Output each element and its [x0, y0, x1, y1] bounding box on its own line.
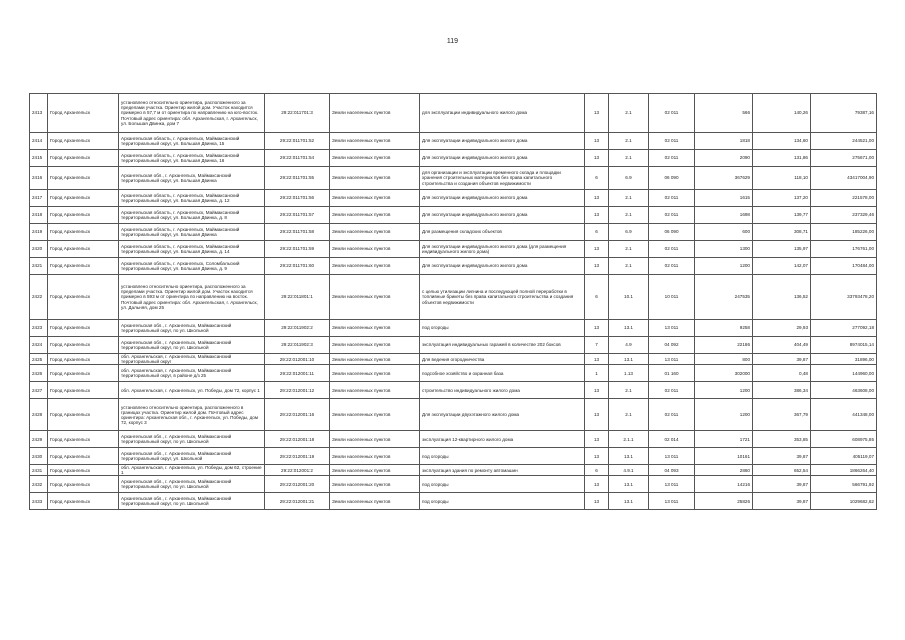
- cell-land-category: Земли населенных пунктов: [330, 190, 420, 207]
- cell-cadastral-value: 176761,00: [811, 241, 877, 258]
- cell-specific-value: 39,87: [753, 448, 811, 465]
- cell-cadastral-value: 244521,00: [811, 133, 877, 150]
- cell-area: 10161: [695, 448, 753, 465]
- cell-municipality: Город Архангельск: [48, 382, 119, 399]
- table-row: [30, 382, 877, 399]
- cell-address: обл. Архангельская, г. Архангельск, ул. Победы, дом 72, корпус 1: [119, 382, 265, 399]
- cell-cadastral-value: 1866264,40: [811, 465, 877, 476]
- cell-use-code: 10.1: [609, 275, 649, 320]
- cell-land-category: Земли населенных пунктов: [330, 133, 420, 150]
- cell-cadastral-number: 29:22:012001:11: [265, 365, 330, 382]
- cell-group-code: 13: [585, 133, 609, 150]
- cell-row-number: 2414: [30, 133, 48, 150]
- cell-row-number: 2418: [30, 207, 48, 224]
- cell-permitted-use: для организации и эксплуатации временного склада и площадки хранения строительных материалов без права капитального строительства и создания объектов недвижимости: [420, 167, 585, 190]
- cell-use-code: 2.1: [609, 382, 649, 399]
- cell-land-category: Земли населенных пунктов: [330, 94, 420, 133]
- cell-address: установлено относительно ориентира, расположенного за пределами участка. Ориентир жилой дом. Участок находится примерно в 593 м от ориентира по направлению на восток. Почтовый адрес ориентира: обл. Архангельская, г. Архангельск, ул. Дальняя, дом 25: [119, 275, 265, 320]
- cell-municipality: Город Архангельск: [48, 150, 119, 167]
- table-row: [30, 258, 877, 275]
- cell-land-category: Земли населенных пунктов: [330, 150, 420, 167]
- table-row: [30, 94, 877, 133]
- cell-use-code: 13.1: [609, 493, 649, 510]
- cell-group-code: 7: [585, 337, 609, 354]
- cell-cadastral-number: 29:22:012001:21: [265, 493, 330, 510]
- cell-vri-code: 01 160: [649, 365, 695, 382]
- cell-group-code: 13: [585, 399, 609, 431]
- cell-address: Архангельская область, г. Архангельск, Маймаксанский территориальный округ, ул. Большая Двинка: [119, 224, 265, 241]
- cell-land-category: Земли населенных пунктов: [330, 167, 420, 190]
- cell-group-code: 13: [585, 94, 609, 133]
- cell-row-number: 2426: [30, 365, 48, 382]
- cell-cadastral-value: 43417004,90: [811, 167, 877, 190]
- cell-address: Архангельская обл., г. Архангельск, Маймаксанский территориальный округ, ул. Школьной: [119, 448, 265, 465]
- cell-row-number: 2425: [30, 354, 48, 365]
- cell-specific-value: 353,85: [753, 431, 811, 448]
- cell-area: 367629: [695, 167, 753, 190]
- page-number: 119: [446, 38, 459, 45]
- cell-cadastral-number: 29:22:011701:55: [265, 167, 330, 190]
- cell-area: 1721: [695, 431, 753, 448]
- cell-land-category: Земли населенных пунктов: [330, 365, 420, 382]
- cell-vri-code: 02 011: [649, 94, 695, 133]
- cell-group-code: 6: [585, 224, 609, 241]
- cell-area: 1818: [695, 133, 753, 150]
- cell-address: Архангельская обл., г. Архангельск, Маймаксанский территориальный округ, по ул. Школьной: [119, 476, 265, 493]
- cell-permitted-use: под огороды: [420, 476, 585, 493]
- cell-cadastral-number: 29:22:011701:56: [265, 190, 330, 207]
- cell-permitted-use: под огороды: [420, 320, 585, 337]
- cell-row-number: 2422: [30, 275, 48, 320]
- cell-municipality: Город Архангельск: [48, 224, 119, 241]
- cell-use-code: 2.1: [609, 399, 649, 431]
- cell-group-code: 13: [585, 241, 609, 258]
- cell-vri-code: 10 011: [649, 275, 695, 320]
- cell-land-category: Земли населенных пунктов: [330, 354, 420, 365]
- cell-cadastral-number: 29:22:011902:2: [265, 320, 330, 337]
- cell-row-number: 2430: [30, 448, 48, 465]
- cell-group-code: 6: [585, 275, 609, 320]
- cell-specific-value: 139,77: [753, 207, 811, 224]
- cell-specific-value: 404,49: [753, 337, 811, 354]
- table-row: [30, 493, 877, 510]
- cell-municipality: Город Архангельск: [48, 241, 119, 258]
- cell-permitted-use: под огороды: [420, 448, 585, 465]
- cell-cadastral-value: 237329,46: [811, 207, 877, 224]
- cell-group-code: 13: [585, 431, 609, 448]
- table-row: [30, 190, 877, 207]
- cell-area: 1200: [695, 399, 753, 431]
- cell-specific-value: 142,07: [753, 258, 811, 275]
- cell-cadastral-value: 463608,00: [811, 382, 877, 399]
- cell-cadastral-number: 29:22:012001:2: [265, 465, 330, 476]
- cell-municipality: Город Архангельск: [48, 207, 119, 224]
- cell-address: Архангельская область, г. Архангельск, Маймаксанский территориальный округ, ул. Большая Двинка, 15: [119, 133, 265, 150]
- cell-address: Архангельская область, г. Архангельск, Маймаксанский территориальный округ, ул. Большая Двинка, д. 14: [119, 241, 265, 258]
- cell-cadastral-value: 275671,00: [811, 150, 877, 167]
- cell-land-category: Земли населенных пунктов: [330, 493, 420, 510]
- cell-use-code: 4.9: [609, 337, 649, 354]
- table-row: [30, 337, 877, 354]
- cell-use-code: 2.1: [609, 190, 649, 207]
- cell-group-code: 13: [585, 150, 609, 167]
- cell-area: 2860: [695, 465, 753, 476]
- cell-cadastral-number: 29:22:012001:16: [265, 399, 330, 431]
- cell-permitted-use: Для эксплуатации индивидуального жилого дома: [420, 258, 585, 275]
- cell-address: Архангельская обл., г. Архангельск, Маймаксанский территориальный округ, ул. Большая Двинка: [119, 167, 265, 190]
- cell-address: Архангельская обл., г. Архангельск, Маймаксанский территориальный округ, по ул. Школьной: [119, 431, 265, 448]
- cell-use-code: 2.1: [609, 258, 649, 275]
- cell-cadastral-value: 33793478,20: [811, 275, 877, 320]
- cell-land-category: Земли населенных пунктов: [330, 320, 420, 337]
- cell-address: Архангельская область, г. Архангельск, Маймаксанский территориальный округ, ул. Большая Двинка, д. 12: [119, 190, 265, 207]
- cell-address: Архангельская область, г. Архангельск, Маймаксанский территориальный округ, ул. Большая Двинка, д. 8: [119, 207, 265, 224]
- cell-area: 1698: [695, 207, 753, 224]
- table-row: [30, 476, 877, 493]
- cell-group-code: 13: [585, 354, 609, 365]
- cell-area: 14216: [695, 476, 753, 493]
- cell-municipality: Город Архангельск: [48, 431, 119, 448]
- cell-specific-value: 39,87: [753, 354, 811, 365]
- table-row: [30, 150, 877, 167]
- cell-area: 1200: [695, 382, 753, 399]
- cell-specific-value: 134,60: [753, 133, 811, 150]
- cell-specific-value: 367,79: [753, 399, 811, 431]
- cell-address: установлено относительно ориентира, расположенного в границах участка. Ориентир жилой дом. Почтовый адрес ориентира: Архангельская обл., г. Архангельск, ул. Победы, дом 72, корпус 3: [119, 399, 265, 431]
- cell-address: обл. Архангельская, г. Архангельск, Маймаксанский территориальный округ, в районе д/з 25: [119, 365, 265, 382]
- cell-municipality: Город Архангельск: [48, 94, 119, 133]
- cell-use-code: 4.9.1: [609, 465, 649, 476]
- cell-vri-code: 02 014: [649, 431, 695, 448]
- cell-cadastral-number: 29:22:011701:3: [265, 94, 330, 133]
- cell-address: Архангельская область, г. Архангельск, Соломбальский территориальный округ, ул. Большая Двинка, д. 9: [119, 258, 265, 275]
- cell-land-category: Земли населенных пунктов: [330, 448, 420, 465]
- cell-land-category: Земли населенных пунктов: [330, 275, 420, 320]
- cell-permitted-use: под огороды: [420, 493, 585, 510]
- cell-cadastral-number: 29:22:011701:54: [265, 150, 330, 167]
- table-row: [30, 241, 877, 258]
- cell-permitted-use: Для эксплуатации индивидуального жилого дома: [420, 133, 585, 150]
- cell-row-number: 2419: [30, 224, 48, 241]
- cell-area: 2090: [695, 150, 753, 167]
- cell-cadastral-value: 405119,07: [811, 448, 877, 465]
- cell-area: 9258: [695, 320, 753, 337]
- cell-address: Архангельская обл., г. Архангельск, Маймаксанский территориальный округ, по ул. Школьной: [119, 337, 265, 354]
- cell-group-code: 13: [585, 207, 609, 224]
- cell-row-number: 2429: [30, 431, 48, 448]
- cell-row-number: 2421: [30, 258, 48, 275]
- cell-land-category: Земли населенных пунктов: [330, 476, 420, 493]
- cell-specific-value: 308,71: [753, 224, 811, 241]
- cell-group-code: 13: [585, 190, 609, 207]
- cell-municipality: Город Архангельск: [48, 190, 119, 207]
- cell-use-code: 2.1: [609, 207, 649, 224]
- cell-cadastral-number: 29:22:011701:52: [265, 133, 330, 150]
- table-row: [30, 224, 877, 241]
- cell-cadastral-number: 29:22:011701:57: [265, 207, 330, 224]
- cell-cadastral-number: 29:22:012001:19: [265, 448, 330, 465]
- cell-row-number: 2427: [30, 382, 48, 399]
- table-body: [30, 94, 877, 510]
- cell-specific-value: 29,93: [753, 320, 811, 337]
- cell-area: 600: [695, 224, 753, 241]
- cell-group-code: 13: [585, 258, 609, 275]
- cell-specific-value: 386,34: [753, 382, 811, 399]
- cell-cadastral-value: 277092,18: [811, 320, 877, 337]
- cell-vri-code: 02 011: [649, 241, 695, 258]
- cell-land-category: Земли населенных пунктов: [330, 382, 420, 399]
- cell-area: 1615: [695, 190, 753, 207]
- cell-cadastral-value: 170484,00: [811, 258, 877, 275]
- cell-permitted-use: Для эксплуатации индивидуального жилого дома: [420, 207, 585, 224]
- cell-group-code: 6: [585, 465, 609, 476]
- cell-land-category: Земли населенных пунктов: [330, 258, 420, 275]
- cell-vri-code: 13 011: [649, 320, 695, 337]
- cell-use-code: 13.1: [609, 476, 649, 493]
- cell-use-code: 2.1: [609, 241, 649, 258]
- cell-use-code: 2.1: [609, 150, 649, 167]
- cell-cadastral-number: 29:22:012001:10: [265, 354, 330, 365]
- cell-group-code: 13: [585, 320, 609, 337]
- cell-specific-value: 39,87: [753, 476, 811, 493]
- cell-cadastral-value: 441348,00: [811, 399, 877, 431]
- cell-row-number: 2433: [30, 493, 48, 510]
- cell-use-code: 13.1: [609, 320, 649, 337]
- cell-vri-code: 13 011: [649, 493, 695, 510]
- cell-area: 566: [695, 94, 753, 133]
- cell-land-category: Земли населенных пунктов: [330, 224, 420, 241]
- cell-group-code: 13: [585, 448, 609, 465]
- cell-cadastral-number: 29:22:011701:60: [265, 258, 330, 275]
- cell-municipality: Город Архангельск: [48, 320, 119, 337]
- cell-cadastral-value: 79387,16: [811, 94, 877, 133]
- cell-vri-code: 02 011: [649, 258, 695, 275]
- cell-cadastral-value: 221578,00: [811, 190, 877, 207]
- table-row: [30, 448, 877, 465]
- cell-land-category: Земли населенных пунктов: [330, 241, 420, 258]
- cell-cadastral-number: 29:22:011801:1: [265, 275, 330, 320]
- cell-cadastral-number: 29:22:012001:18: [265, 431, 330, 448]
- cell-address: Архангельская обл., г. Архангельск, Маймаксанский территориальный округ, по ул. Школьной: [119, 320, 265, 337]
- cell-cadastral-number: 29:22:012001:12: [265, 382, 330, 399]
- cell-area: 800: [695, 354, 753, 365]
- cell-specific-value: 131,86: [753, 150, 811, 167]
- table-row: [30, 207, 877, 224]
- cell-vri-code: 13 011: [649, 448, 695, 465]
- table-row: [30, 465, 877, 476]
- cell-address: обл. Архангельская, г. Архангельск, ул. Победы, дом 62, строение 1: [119, 465, 265, 476]
- cell-area: 1300: [695, 241, 753, 258]
- cell-specific-value: 135,97: [753, 241, 811, 258]
- cell-vri-code: 02 011: [649, 382, 695, 399]
- cell-row-number: 2413: [30, 94, 48, 133]
- cell-specific-value: 652,54: [753, 465, 811, 476]
- cell-land-category: Земли населенных пунктов: [330, 399, 420, 431]
- cell-group-code: 1: [585, 365, 609, 382]
- cell-specific-value: 136,52: [753, 275, 811, 320]
- cell-row-number: 2424: [30, 337, 48, 354]
- cell-area: 25826: [695, 493, 753, 510]
- cell-cadastral-value: 1029682,62: [811, 493, 877, 510]
- cell-permitted-use: для эксплуатации индивидуального жилого дома: [420, 94, 585, 133]
- cell-address: обл. Архангельская, г. Архангельск, Маймаксанский территориальный округ: [119, 354, 265, 365]
- cell-municipality: Город Архангельск: [48, 258, 119, 275]
- cell-permitted-use: эксплуатация индивидуальных гаражей в количестве 202 боксов: [420, 337, 585, 354]
- cell-group-code: 6: [585, 167, 609, 190]
- cell-row-number: 2420: [30, 241, 48, 258]
- cell-specific-value: 0,48: [753, 365, 811, 382]
- cell-municipality: Город Архангельск: [48, 337, 119, 354]
- cell-specific-value: 39,87: [753, 493, 811, 510]
- cell-vri-code: 04 092: [649, 337, 695, 354]
- table-row: [30, 275, 877, 320]
- cadastral-value-table: [29, 93, 877, 510]
- cell-cadastral-number: 29:22:011701:59: [265, 241, 330, 258]
- cell-permitted-use: Для эксплуатации индивидуального жилого дома: [420, 190, 585, 207]
- cell-use-code: 6.9: [609, 167, 649, 190]
- cell-vri-code: 02 011: [649, 207, 695, 224]
- cell-cadastral-value: 8974015,14: [811, 337, 877, 354]
- cell-permitted-use: эксплуатация здания по ремонту автомашин: [420, 465, 585, 476]
- cell-municipality: Город Архангельск: [48, 133, 119, 150]
- cell-area: 1200: [695, 258, 753, 275]
- cell-vri-code: 02 011: [649, 190, 695, 207]
- cell-area: 302000: [695, 365, 753, 382]
- cell-vri-code: 02 011: [649, 399, 695, 431]
- cell-specific-value: 137,20: [753, 190, 811, 207]
- cell-area: 22186: [695, 337, 753, 354]
- cell-permitted-use: Для размещения складских объектов: [420, 224, 585, 241]
- table-row: [30, 365, 877, 382]
- cell-vri-code: 04 093: [649, 465, 695, 476]
- cell-municipality: Город Архангельск: [48, 365, 119, 382]
- cell-cadastral-number: 29:22:011701:58: [265, 224, 330, 241]
- cell-municipality: Город Архангельск: [48, 476, 119, 493]
- cell-municipality: Город Архангельск: [48, 167, 119, 190]
- cell-use-code: 2.1: [609, 133, 649, 150]
- cell-area: 247535: [695, 275, 753, 320]
- cell-municipality: Город Архангельск: [48, 448, 119, 465]
- cell-group-code: 13: [585, 493, 609, 510]
- cell-group-code: 13: [585, 382, 609, 399]
- cell-vri-code: 13 011: [649, 476, 695, 493]
- cell-row-number: 2415: [30, 150, 48, 167]
- cell-address: Архангельская область, г. Архангельск, Маймаксанский территориальный округ, ул. Большая Двинка, 16: [119, 150, 265, 167]
- cell-group-code: 13: [585, 476, 609, 493]
- table-row: [30, 354, 877, 365]
- cell-vri-code: 02 011: [649, 150, 695, 167]
- cell-specific-value: 140,26: [753, 94, 811, 133]
- cell-use-code: 2.1.1: [609, 431, 649, 448]
- cell-row-number: 2428: [30, 399, 48, 431]
- cell-cadastral-value: 144960,00: [811, 365, 877, 382]
- cell-municipality: Город Архангельск: [48, 354, 119, 365]
- table-row: [30, 399, 877, 431]
- cell-vri-code: 13 011: [649, 354, 695, 365]
- cell-permitted-use: Для ведения огородничества: [420, 354, 585, 365]
- cell-land-category: Земли населенных пунктов: [330, 465, 420, 476]
- cell-vri-code: 02 011: [649, 133, 695, 150]
- table-row: [30, 431, 877, 448]
- cell-land-category: Земли населенных пунктов: [330, 431, 420, 448]
- cell-cadastral-value: 31896,00: [811, 354, 877, 365]
- cell-cadastral-number: 29:22:011902:3: [265, 337, 330, 354]
- cell-permitted-use: Для эксплуатации двухэтажного жилого дома: [420, 399, 585, 431]
- cell-permitted-use: с целью утилизации лигнина и последующей полной переработки в топливные брикеты без права капитального строительства и создания объектов недвижимости: [420, 275, 585, 320]
- table-row: [30, 133, 877, 150]
- cell-row-number: 2416: [30, 167, 48, 190]
- table-row: [30, 320, 877, 337]
- cell-specific-value: 118,10: [753, 167, 811, 190]
- cell-municipality: Город Архангельск: [48, 399, 119, 431]
- cell-use-code: 1.13: [609, 365, 649, 382]
- cell-cadastral-number: 29:22:012001:20: [265, 476, 330, 493]
- cell-address: Архангельская обл., г. Архангельск, Маймаксанский территориальный округ, по ул. Школьной: [119, 493, 265, 510]
- cell-vri-code: 06 090: [649, 167, 695, 190]
- cell-permitted-use: Для эксплуатации индивидуального жилого дома (для размещения индивидуального жилого дома): [420, 241, 585, 258]
- cell-cadastral-value: 566791,92: [811, 476, 877, 493]
- cell-vri-code: 06 090: [649, 224, 695, 241]
- cell-municipality: Город Архангельск: [48, 493, 119, 510]
- cell-cadastral-value: 608975,85: [811, 431, 877, 448]
- cell-permitted-use: строительство индивидуального жилого дома: [420, 382, 585, 399]
- cell-permitted-use: подсобное хозяйство и охранная база: [420, 365, 585, 382]
- cell-address: установлено относительно ориентира, расположенного за пределами участка. Ориентир жилой дом. Участок находится примерно в 57,7 м от ориентира по направлению на юго-восток. Почтовый адрес ориентира: обл. Архангельская, г. Архангельск, ул. Большая Двинка, дом 7: [119, 94, 265, 133]
- cell-cadastral-value: 185226,00: [811, 224, 877, 241]
- cell-land-category: Земли населенных пунктов: [330, 337, 420, 354]
- table-row: [30, 167, 877, 190]
- cell-row-number: 2423: [30, 320, 48, 337]
- cell-municipality: Город Архангельск: [48, 465, 119, 476]
- cell-permitted-use: эксплуатация 12-квартирного жилого дома: [420, 431, 585, 448]
- cell-use-code: 6.9: [609, 224, 649, 241]
- cell-row-number: 2432: [30, 476, 48, 493]
- cell-municipality: Город Архангельск: [48, 275, 119, 320]
- cell-use-code: 13.1: [609, 448, 649, 465]
- cell-use-code: 13.1: [609, 354, 649, 365]
- cell-row-number: 2417: [30, 190, 48, 207]
- cell-land-category: Земли населенных пунктов: [330, 207, 420, 224]
- cell-permitted-use: Для эксплуатации индивидуального жилого дома: [420, 150, 585, 167]
- cell-row-number: 2431: [30, 465, 48, 476]
- cell-use-code: 2.1: [609, 94, 649, 133]
